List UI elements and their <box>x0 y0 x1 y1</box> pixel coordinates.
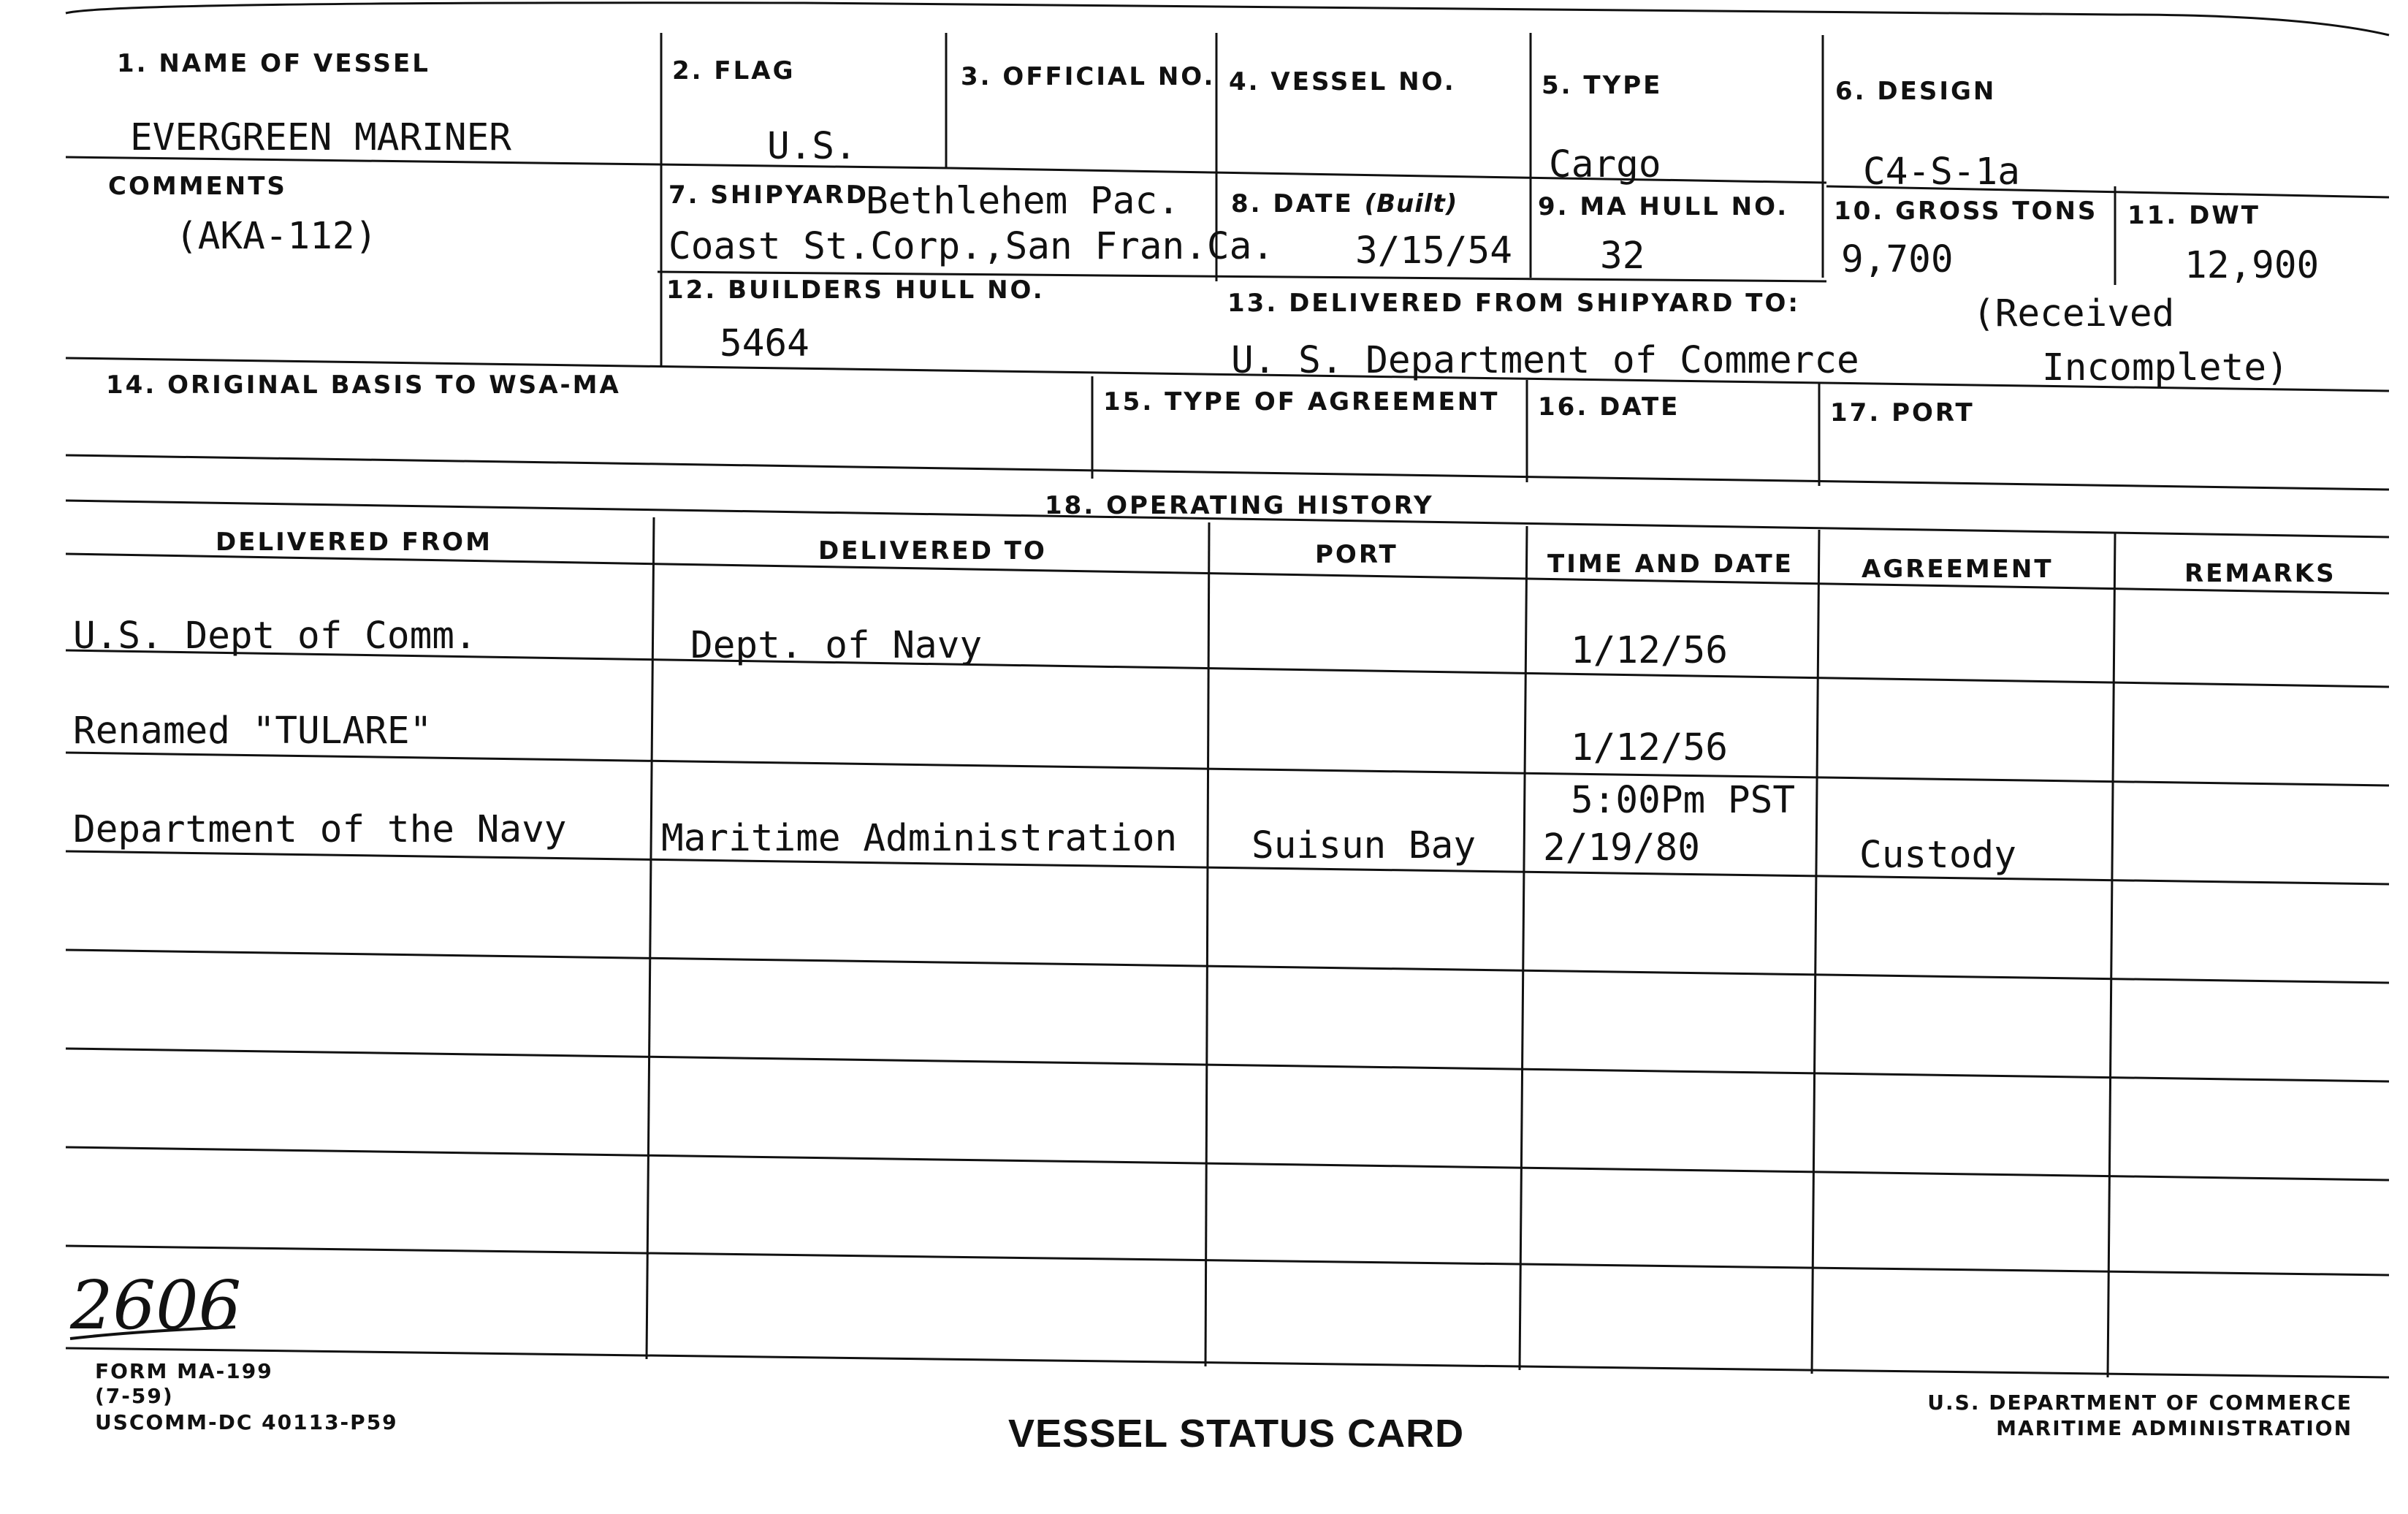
history-row1-date: 1/12/56 <box>1571 629 1728 672</box>
history-row1-from: U.S. Dept of Comm. <box>73 615 477 658</box>
footer-department: U.S. DEPARTMENT OF COMMERCE <box>1927 1391 2352 1415</box>
label-flag: 2. FLAG <box>672 56 796 85</box>
value-date-built: 3/15/54 <box>1355 229 1512 273</box>
value-comments: (AKA-112) <box>175 215 378 258</box>
value-dwt: 12,900 <box>2184 244 2320 287</box>
history-row3-from: Department of the Navy <box>73 808 567 851</box>
label-name-of-vessel: 1. NAME OF VESSEL <box>117 49 430 78</box>
label-design: 6. DESIGN <box>1835 77 1997 106</box>
label-date-16: 16. DATE <box>1538 392 1680 422</box>
value-flag: U.S. <box>767 125 857 168</box>
label-shipyard: 7. SHIPYARD <box>668 180 869 210</box>
label-original-basis: 14. ORIGINAL BASIS TO WSA-MA <box>106 370 621 400</box>
label-date-built <box>1231 191 1458 216</box>
label-gross-tons: 10. GROSS TONS <box>1834 197 2098 226</box>
history-header-port: PORT <box>1315 540 1398 569</box>
handwritten-number-text: 2606 <box>70 1271 242 1344</box>
history-row3-agreement: Custody <box>1859 834 2016 877</box>
label-ma-hull-no: 9. MA HULL NO. <box>1538 192 1789 221</box>
history-row2-from: Renamed "TULARE" <box>73 710 433 753</box>
value-shipyard-line1: Bethlehem Pac. <box>866 180 1180 223</box>
value-received-line1: (Received <box>1973 292 2175 335</box>
label-date-built-note: (Built) <box>1364 189 1458 218</box>
label-comments: COMMENTS <box>108 172 287 201</box>
history-header-time-and-date: TIME AND DATE <box>1547 549 1794 579</box>
history-header-agreement: AGREEMENT <box>1862 555 2054 584</box>
label-operating-history: 18. OPERATING HISTORY <box>1045 491 1434 520</box>
footer-revision: (7-59) <box>95 1384 174 1408</box>
value-builders-hull-no: 5464 <box>720 322 809 365</box>
footer-administration: MARITIME ADMINISTRATION <box>1996 1416 2352 1440</box>
value-ma-hull-no: 32 <box>1600 235 1645 278</box>
value-type: Cargo <box>1549 143 1661 186</box>
value-received-line2: Incomplete) <box>2042 346 2289 389</box>
label-date-number: 8. DATE <box>1231 189 1354 218</box>
history-row3-date: 2/19/80 <box>1543 826 1700 870</box>
label-port-17: 17. PORT <box>1830 398 1975 427</box>
label-official-no: 3. OFFICIAL NO. <box>961 62 1216 91</box>
value-shipyard-line2: Coast St.Corp.,San Fran.Ca. <box>668 225 1275 268</box>
value-delivered-to: U. S. Department of Commerce <box>1231 339 1859 382</box>
label-type: 5. TYPE <box>1542 71 1663 100</box>
history-header-delivered-to: DELIVERED TO <box>818 536 1047 566</box>
label-builders-hull-no: 12. BUILDERS HULL NO. <box>666 275 1045 305</box>
label-vessel-no: 4. VESSEL NO. <box>1229 67 1456 96</box>
label-delivered-from-shipyard: 13. DELIVERED FROM SHIPYARD TO: <box>1227 289 1800 318</box>
history-row1-to: Dept. of Navy <box>690 624 983 667</box>
history-row3-time: 5:00Pm PST <box>1571 779 1796 822</box>
value-vessel-name: EVERGREEN MARINER <box>130 116 511 159</box>
value-gross-tons: 9,700 <box>1841 238 1954 281</box>
history-row3-port: Suisun Bay <box>1251 824 1477 867</box>
value-design: C4-S-1a <box>1863 151 2020 194</box>
footer-form-number: FORM MA-199 <box>95 1359 273 1383</box>
history-header-delivered-from: DELIVERED FROM <box>216 528 492 557</box>
history-row2-date: 1/12/56 <box>1571 726 1728 769</box>
label-dwt: 11. DWT <box>2127 201 2260 230</box>
card-title: VESSEL STATUS CARD <box>1008 1412 1465 1456</box>
history-header-remarks: REMARKS <box>2184 559 2336 588</box>
handwritten-card-number <box>67 1271 301 1352</box>
footer-uscomm: USCOMM-DC 40113-P59 <box>95 1410 398 1434</box>
history-row3-to: Maritime Administration <box>661 817 1178 860</box>
label-type-of-agreement: 15. TYPE OF AGREEMENT <box>1103 387 1500 416</box>
